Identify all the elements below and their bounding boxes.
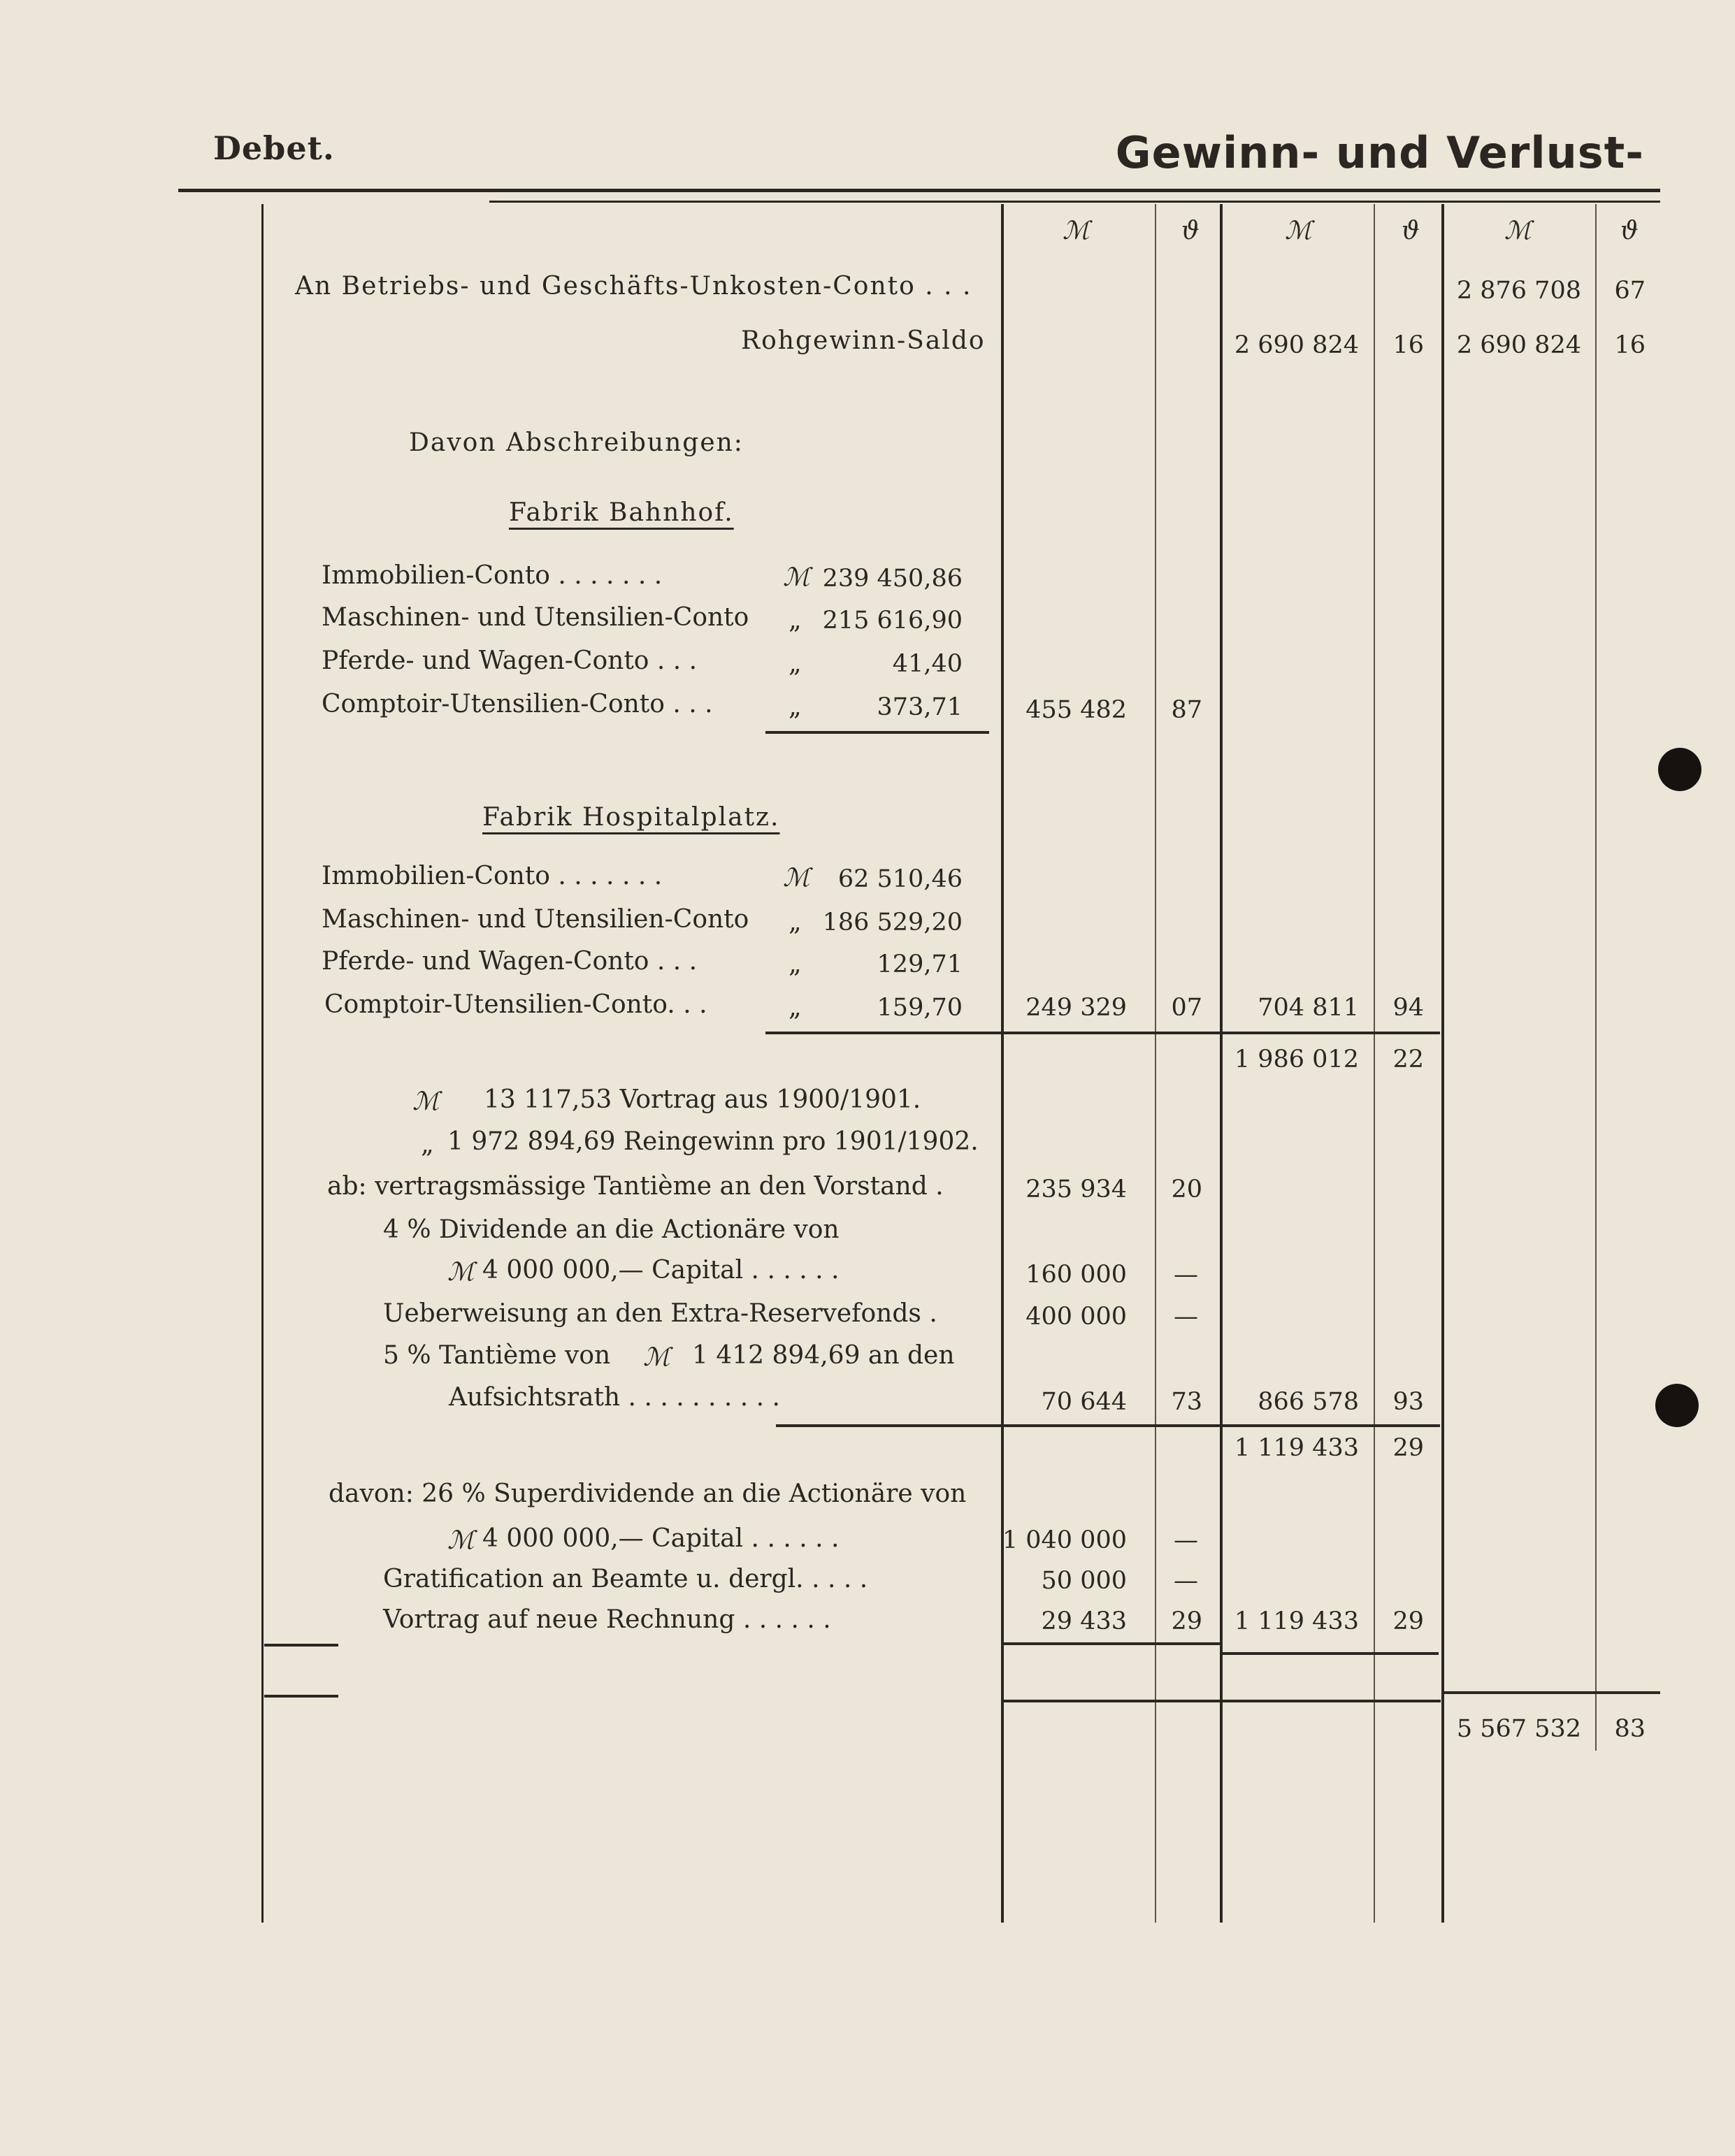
bahnhof-item-1-mark: ℳ <box>783 563 810 592</box>
bahnhof-item-1-amount: 239 450,86 <box>822 565 963 593</box>
aufsichtsrath-c1-pf: 73 <box>1171 1388 1202 1416</box>
dividende-line: 4 % Dividende an die Actionäre von <box>383 1215 840 1244</box>
sub1-c2-pf: 22 <box>1392 1046 1424 1073</box>
aufsichtsrath-c1-mark: 70 644 <box>1041 1388 1127 1416</box>
vortrag-neu-label: Vortrag auf neue Rechnung . . . . . . <box>383 1605 831 1634</box>
capital2-line: 4 000 000,— Capital . . . . . . <box>482 1524 840 1553</box>
hospital-title: Fabrik Hospitalplatz. <box>482 803 780 832</box>
sub1-c2-mark: 1 986 012 <box>1234 1046 1359 1073</box>
capital2-c1-pf: — <box>1174 1526 1198 1554</box>
total-c3-mark: 5 567 532 <box>1456 1715 1581 1743</box>
hospital-c1-pf: 07 <box>1171 994 1202 1022</box>
hospital-item-4-amount: 159,70 <box>877 994 963 1022</box>
gratification-c1-mark: 50 000 <box>1041 1567 1127 1595</box>
vortrag-neu-c2-pf: 29 <box>1392 1607 1424 1635</box>
hospital-item-2-amount: 186 529,20 <box>822 909 963 936</box>
betriebs-label: An Betriebs- und Geschäfts-Unkosten-Conto . . . <box>295 272 972 301</box>
capital2-mark: ℳ <box>447 1526 475 1555</box>
hospital-item-2-label: Maschinen- und Utensilien-Conto <box>322 905 749 934</box>
account-title: Gewinn- und Verlust- <box>1115 127 1644 178</box>
final-rule-left-1 <box>264 1644 338 1647</box>
tantieme-ar-mark: ℳ <box>643 1343 670 1372</box>
reingewinn-ditto: „ <box>421 1130 434 1159</box>
final-rule-c1c2 <box>1004 1700 1441 1702</box>
tantieme-vorstand-c1-pf: 20 <box>1171 1175 1202 1203</box>
hospital-item-2-ditto: „ <box>789 908 802 936</box>
sub2-c2-mark: 1 119 433 <box>1234 1434 1359 1462</box>
bahnhof-item-3-ditto: „ <box>789 649 802 678</box>
rohgewinn-c2-pf: 16 <box>1392 331 1424 359</box>
col1-pf-header: ϑ <box>1181 217 1200 245</box>
bahnhof-item-4-ditto: „ <box>789 693 802 721</box>
tantieme-ar-amount: 1 412 894,69 an den <box>692 1341 955 1370</box>
rohgewinn-c3-pf: 16 <box>1614 331 1646 359</box>
hospital-item-4-ditto: „ <box>789 993 802 1022</box>
bahnhof-c1-pf: 87 <box>1171 696 1202 724</box>
col1-mark-header: ℳ <box>1063 217 1090 245</box>
capital-mark: ℳ <box>447 1258 475 1287</box>
col3-mark-line <box>1441 204 1444 1923</box>
final-rule-c3 <box>1441 1691 1660 1694</box>
col2-mark-header: ℳ <box>1285 217 1312 245</box>
tantieme-vorstand-label: ab: vertragsmässige Tantième an den Vorstand . <box>327 1172 944 1201</box>
col2-mark-line <box>1220 204 1223 1923</box>
hospital-c2-mark: 704 811 <box>1258 994 1359 1022</box>
total-c3-pf: 83 <box>1614 1715 1646 1743</box>
rohgewinn-label: Rohgewinn-Saldo <box>741 326 986 355</box>
sub2-c2-pf: 29 <box>1392 1434 1424 1462</box>
gratification-c1-pf: — <box>1174 1567 1198 1595</box>
hospital-item-1-label: Immobilien-Conto . . . . . . . <box>322 862 663 890</box>
col2-pf-header: ϑ <box>1402 217 1420 245</box>
bahnhof-c1-mark: 455 482 <box>1025 696 1127 724</box>
debit-heading: Debet. <box>213 129 335 167</box>
hospital-item-1-mark: ℳ <box>783 864 810 892</box>
vortrag-neu-c1-pf: 29 <box>1171 1607 1202 1635</box>
final-rule-c2-a <box>1222 1652 1439 1655</box>
gratification-label: Gratification an Beamte u. dergl. . . . . <box>383 1565 868 1593</box>
aufsichtsrath-c2-pf: 93 <box>1392 1388 1424 1416</box>
reservefonds-c1-mark: 400 000 <box>1025 1303 1127 1331</box>
left-border-line <box>261 204 264 1923</box>
hospital-item-3-label: Pferde- und Wagen-Conto . . . <box>322 947 698 976</box>
aufsichtsrath-c2-mark: 866 578 <box>1258 1388 1359 1416</box>
col2-pf-line <box>1374 204 1375 1923</box>
bahnhof-title: Fabrik Bahnhof. <box>509 498 734 527</box>
vortrag-neu-c2-mark: 1 119 433 <box>1234 1607 1359 1635</box>
top-rule-thin <box>489 201 1660 203</box>
bahnhof-rule <box>765 731 989 734</box>
rohgewinn-c3-mark: 2 690 824 <box>1456 331 1581 359</box>
capital-c1-pf: — <box>1174 1261 1198 1289</box>
vortrag-line: 13 117,53 Vortrag aus 1900/1901. <box>484 1085 921 1114</box>
reservefonds-label: Ueberweisung an den Extra-Reservefonds . <box>383 1299 937 1328</box>
punch-hole-upper <box>1658 748 1701 791</box>
hospital-item-1-amount: 62 510,46 <box>837 865 963 893</box>
reservefonds-c1-pf: — <box>1174 1303 1198 1331</box>
capital-line: 4 000 000,— Capital . . . . . . <box>482 1256 840 1285</box>
betriebs-c3-mark: 2 876 708 <box>1456 277 1581 305</box>
vortrag-mark: ℳ <box>412 1087 440 1116</box>
top-rule <box>178 189 1660 192</box>
betriebs-c3-pf: 67 <box>1614 277 1646 305</box>
bahnhof-item-2-ditto: „ <box>789 606 802 635</box>
col3-pf-line <box>1595 204 1597 1751</box>
hospital-item-3-ditto: „ <box>789 950 802 978</box>
vortrag-neu-c1-mark: 29 433 <box>1041 1607 1127 1635</box>
bahnhof-item-4-amount: 373,71 <box>877 693 963 721</box>
capital2-c1-mark: 1 040 000 <box>1002 1526 1127 1554</box>
punch-hole-lower <box>1655 1384 1699 1427</box>
rohgewinn-c2-mark: 2 690 824 <box>1234 331 1359 359</box>
bahnhof-item-3-label: Pferde- und Wagen-Conto . . . <box>322 646 698 675</box>
abschreibungen-heading: Davon Abschreibungen: <box>409 428 744 457</box>
capital-c1-mark: 160 000 <box>1025 1261 1127 1289</box>
tantieme-ar-line: 5 % Tantième von <box>383 1341 611 1370</box>
bahnhof-item-2-label: Maschinen- und Utensilien-Conto <box>322 603 749 632</box>
bahnhof-item-2-amount: 215 616,90 <box>822 607 963 635</box>
col3-pf-header: ϑ <box>1620 217 1639 245</box>
col1-pf-line <box>1155 204 1156 1923</box>
final-rule-c1-a <box>1004 1642 1221 1645</box>
hospital-rule <box>765 1032 1440 1034</box>
col1-mark-line <box>1001 204 1004 1923</box>
aufsichtsrath-label: Aufsichtsrath . . . . . . . . . . <box>449 1383 780 1412</box>
reingewinn-line: 1 972 894,69 Reingewinn pro 1901/1902. <box>447 1127 979 1156</box>
aufsichtsrath-rule <box>776 1424 1440 1427</box>
hospital-c2-pf: 94 <box>1392 994 1424 1022</box>
bahnhof-item-3-amount: 41,40 <box>892 650 963 678</box>
bahnhof-item-4-label: Comptoir-Utensilien-Conto . . . <box>322 690 713 718</box>
bahnhof-item-1-label: Immobilien-Conto . . . . . . . <box>322 561 663 590</box>
hospital-c1-mark: 249 329 <box>1025 994 1127 1022</box>
superdividende-line: davon: 26 % Superdividende an die Actionäre von <box>329 1479 967 1508</box>
final-rule-left-2 <box>264 1695 338 1698</box>
hospital-item-4-label: Comptoir-Utensilien-Conto. . . <box>324 990 707 1019</box>
tantieme-vorstand-c1-mark: 235 934 <box>1025 1175 1127 1203</box>
hospital-item-3-amount: 129,71 <box>877 950 963 978</box>
col3-mark-header: ℳ <box>1504 217 1532 245</box>
